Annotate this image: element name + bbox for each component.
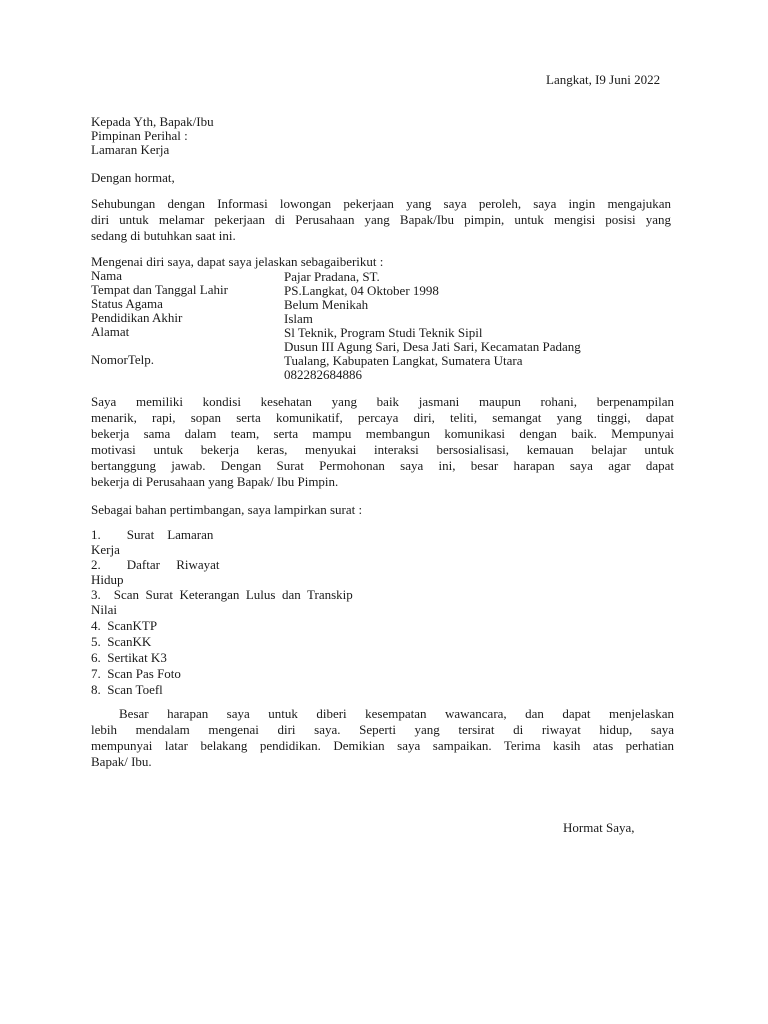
recipient-line-2: Pimpinan Perihal : — [91, 128, 188, 143]
label-nama: Nama — [91, 268, 123, 283]
signoff: Hormat Saya, — [563, 820, 635, 835]
label-alamat: Alamat — [91, 324, 130, 339]
value-telp: 082282684886 — [284, 367, 362, 382]
condition-line-4: motivasi untuk bekerja keras, menyukai interaksi bersosialisasi, kemauan belajar untuk — [91, 442, 674, 457]
place-date: Langkat, I9 Juni 2022 — [546, 72, 661, 87]
recipient-line-1: Kepada Yth, Bapak/Ibu — [91, 114, 214, 129]
attachment-3: 3. Scan Surat Keterangan Lulus dan Transkip — [91, 587, 353, 602]
attachment-2: 2. Daftar Riwayat — [91, 557, 220, 572]
intro-line-3: sedang di butuhkan saat ini. — [91, 228, 236, 243]
value-nama: Pajar Pradana, ST. — [284, 269, 380, 284]
closing-line-2: lebih mendalam mengenai diri saya. Seperti yang tersirat di riwayat hidup, saya — [91, 722, 674, 737]
label-ttl: Tempat dan Tanggal Lahir — [91, 282, 228, 297]
condition-line-6: bekerja di Perusahaan yang Bapak/ Ibu Pimpin. — [91, 474, 339, 489]
attachment-3-cont: Nilai — [91, 602, 117, 617]
attachment-8: 8. Scan Toefl — [91, 682, 163, 697]
closing-line-3: mempunyai latar belakang pendidikan. Demikian saya sampaikan. Terima kasih atas perhatian — [91, 738, 674, 753]
value-pendidikan: Sl Teknik, Program Studi Teknik Sipil — [284, 325, 483, 340]
greeting: Dengan hormat, — [91, 170, 175, 185]
value-alamat-line-1: Dusun III Agung Sari, Desa Jati Sari, Kecamatan Padang — [284, 339, 581, 354]
label-telp: NomorTelp. — [91, 352, 154, 367]
value-agama: Islam — [284, 311, 313, 326]
closing-line-1: Besar harapan saya untuk diberi kesempatan wawancara, dan dapat menjelaskan — [119, 706, 674, 721]
label-status: Status Agama — [91, 296, 163, 311]
attachment-2-cont: Hidup — [91, 572, 124, 587]
intro-line-2: diri untuk melamar pekerjaan di Perusahaan yang Bapak/Ibu pimpin, untuk mengisi posisi yang — [91, 212, 671, 227]
condition-line-3: bekerja sama dalam team, serta mampu membangun komunikasi dengan baik. Mempunyai — [91, 426, 674, 441]
closing-line-4: Bapak/ Ibu. — [91, 754, 152, 769]
attachments-intro: Sebagai bahan pertimbangan, saya lampirkan surat : — [91, 502, 363, 517]
attachment-7: 7. Scan Pas Foto — [91, 666, 181, 681]
details-intro: Mengenai diri saya, dapat saya jelaskan sebagaiberikut : — [91, 254, 384, 269]
attachment-5: 5. ScanKK — [91, 634, 152, 649]
attachment-1-cont: Kerja — [91, 542, 120, 557]
label-pendidikan: Pendidikan Akhir — [91, 310, 183, 325]
attachment-1: 1. Surat Lamaran — [91, 527, 214, 542]
condition-line-1: Saya memiliki kondisi kesehatan yang baik jasmani maupun rohani, berpenampilan — [91, 394, 674, 409]
value-alamat-line-2: Tualang, Kabupaten Langkat, Sumatera Utara — [284, 353, 523, 368]
value-ttl: PS.Langkat, 04 Oktober 1998 — [284, 283, 439, 298]
value-status: Belum Menikah — [284, 297, 369, 312]
condition-line-2: menarik, rapi, sopan serta komunikatif, percaya diri, teliti, semangat yang tinggi, dapat — [91, 410, 674, 425]
attachment-4: 4. ScanKTP — [91, 618, 158, 633]
recipient-line-3: Lamaran Kerja — [91, 142, 170, 157]
condition-line-5: bertanggung jawab. Dengan Surat Permohonan saya ini, besar harapan saya agar dapat — [91, 458, 674, 473]
attachment-6: 6. Sertikat K3 — [91, 650, 167, 665]
intro-line-1: Sehubungan dengan Informasi lowongan pekerjaan yang saya peroleh, saya ingin mengajukan — [91, 196, 671, 211]
